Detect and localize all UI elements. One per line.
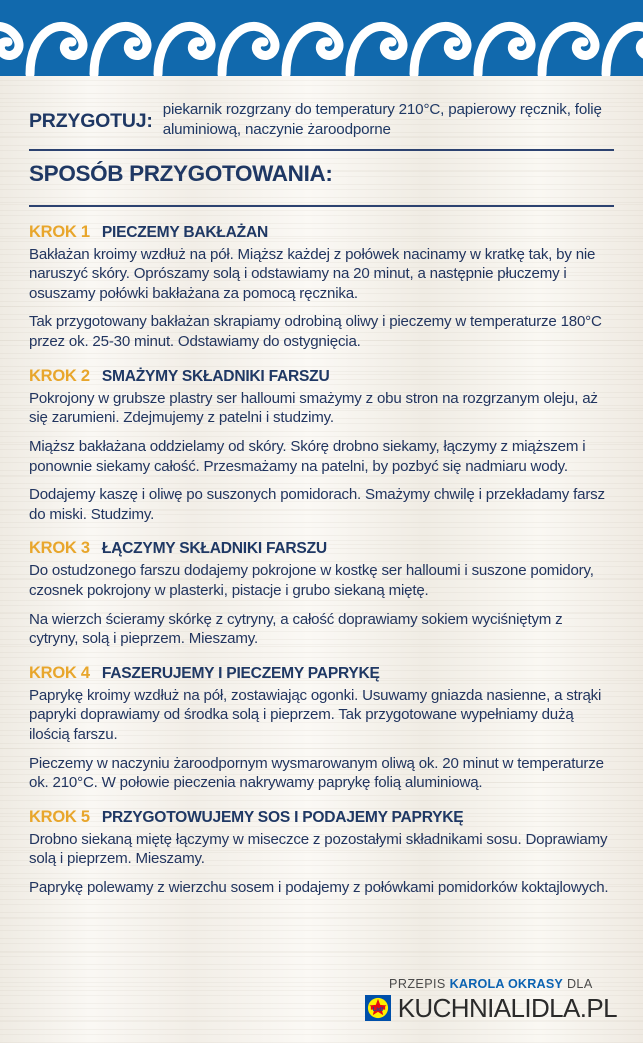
step-paragraph: Paprykę kroimy wzdłuż na pół, zostawiając ogonki. Usuwamy gniazda nasienne, a strąki papryki doprawiamy od środka solą i pieprzem. Tak przygotowane wypełniamy dużą ilością farszu. [29, 686, 602, 743]
steps-list [0, 223, 643, 898]
prepare-text: piekarnik rozgrzany do temperatury 210°C, papierowy ręcznik, folię aluminiową, naczynie żaroodporne [162, 101, 602, 139]
step-heading [29, 808, 614, 827]
recipe-step [29, 539, 614, 648]
step-title: FASZERUJEMY I PIECZEMY PAPRYKĘ [101, 664, 380, 682]
step-heading [29, 664, 614, 683]
credit-author: KAROLA OKRASY [449, 977, 564, 991]
recipe-step [29, 223, 614, 352]
recipe-step [29, 367, 614, 525]
step-title: PIECZEMY BAKŁAŻAN [101, 223, 268, 241]
step-heading [29, 223, 614, 242]
recipe-step [29, 664, 614, 793]
step-number-label: KROK 3 [29, 539, 90, 558]
footer-credit [365, 977, 617, 1021]
step-number-label: KROK 1 [29, 222, 90, 241]
recipe-step [29, 808, 614, 898]
recipe-content [0, 76, 643, 898]
prepare-block [0, 76, 643, 140]
step-paragraph: Na wierzch ścieramy skórkę z cytryny, a całość doprawiamy sokiem wyciśniętym z cytryny, solą i pieprzem. Mieszamy. [29, 610, 563, 648]
step-title: PRZYGOTOWUJEMY SOS I PODAJEMY PAPRYKĘ [101, 808, 464, 826]
step-paragraph: Bakłażan kroimy wzdłuż na pół. Miąższ każdej z połówek nacinamy w kratkę tak, by nie naruszyć skóry. Oprószamy solą i odstawiamy na 20 minut, a następnie płuczemy i osuszamy połówki bakłażana za pomocą ręcznika. [29, 245, 596, 302]
brand-name: KUCHNIALIDLA.PL [397, 993, 617, 1023]
step-heading [29, 367, 614, 386]
step-paragraph: Pieczemy w naczyniu żaroodpornym wysmarowanym oliwą ok. 20 minut w temperaturze ok. 210°C. W połowie pieczenia nakrywamy paprykę folią aluminiową. [29, 754, 604, 792]
credit-suffix: DLA [566, 977, 593, 991]
prepare-label: PRZYGOTUJ: [29, 110, 153, 132]
section-title: SPOSÓB PRZYGOTOWANIA: [29, 161, 333, 187]
step-paragraph: Paprykę polewamy z wierzchu sosem i podajemy z połówkami pomidorków koktajlowych. [29, 879, 609, 897]
step-paragraph: Drobno siekaną miętę łączymy w miseczce z pozostałymi składnikami sosu. Doprawiamy solą i pieprzem. Mieszamy. [29, 830, 608, 868]
header-spiral-band [0, 0, 643, 76]
step-paragraph: Miąższ bakłażana oddzielamy od skóry. Skórę drobno siekamy, łączymy z miąższem i ponownie siekamy całość. Przesmażamy na patelni, by pozbyć się nadmiaru wody. [29, 437, 586, 475]
credit-line [365, 977, 617, 991]
step-title: SMAŻYMY SKŁADNIKI FARSZU [101, 367, 330, 385]
brand-line [365, 995, 617, 1021]
step-paragraph: Dodajemy kaszę i oliwę po suszonych pomidorach. Smażymy chwilę i przekładamy farsz do miski. Studzimy. [29, 486, 605, 523]
credit-prefix: PRZEPIS [389, 977, 446, 991]
step-title: ŁĄCZYMY SKŁADNIKI FARSZU [101, 540, 327, 558]
divider-under-title [29, 205, 614, 207]
step-paragraph: Tak przygotowany bakłażan skrapiamy odrobiną oliwy i pieczemy w temperaturze 180°C przez ok. 25-30 minut. Odstawiamy do ostygnięcia. [29, 313, 602, 351]
lidl-logo-icon [365, 995, 391, 1021]
svg-text:Lidl: Lidl [372, 1006, 383, 1013]
step-number-label: KROK 5 [29, 807, 90, 826]
step-number-label: KROK 4 [29, 663, 90, 682]
step-number-label: KROK 2 [29, 366, 90, 385]
step-heading [29, 539, 614, 558]
step-paragraph: Pokrojony w grubsze plastry ser halloumi smażymy z obu stron na rozgrzanym oleju, aż się zarumieni. Zdejmujemy z patelni i studzimy. [29, 389, 598, 427]
spiral-wave-pattern-icon [0, 0, 643, 76]
step-paragraph: Do ostudzonego farszu dodajemy pokrojone w kostkę ser halloumi i suszone pomidory, czosnek pokrojony w plasterki, pistacje i grubo siekaną miętę. [29, 562, 594, 599]
